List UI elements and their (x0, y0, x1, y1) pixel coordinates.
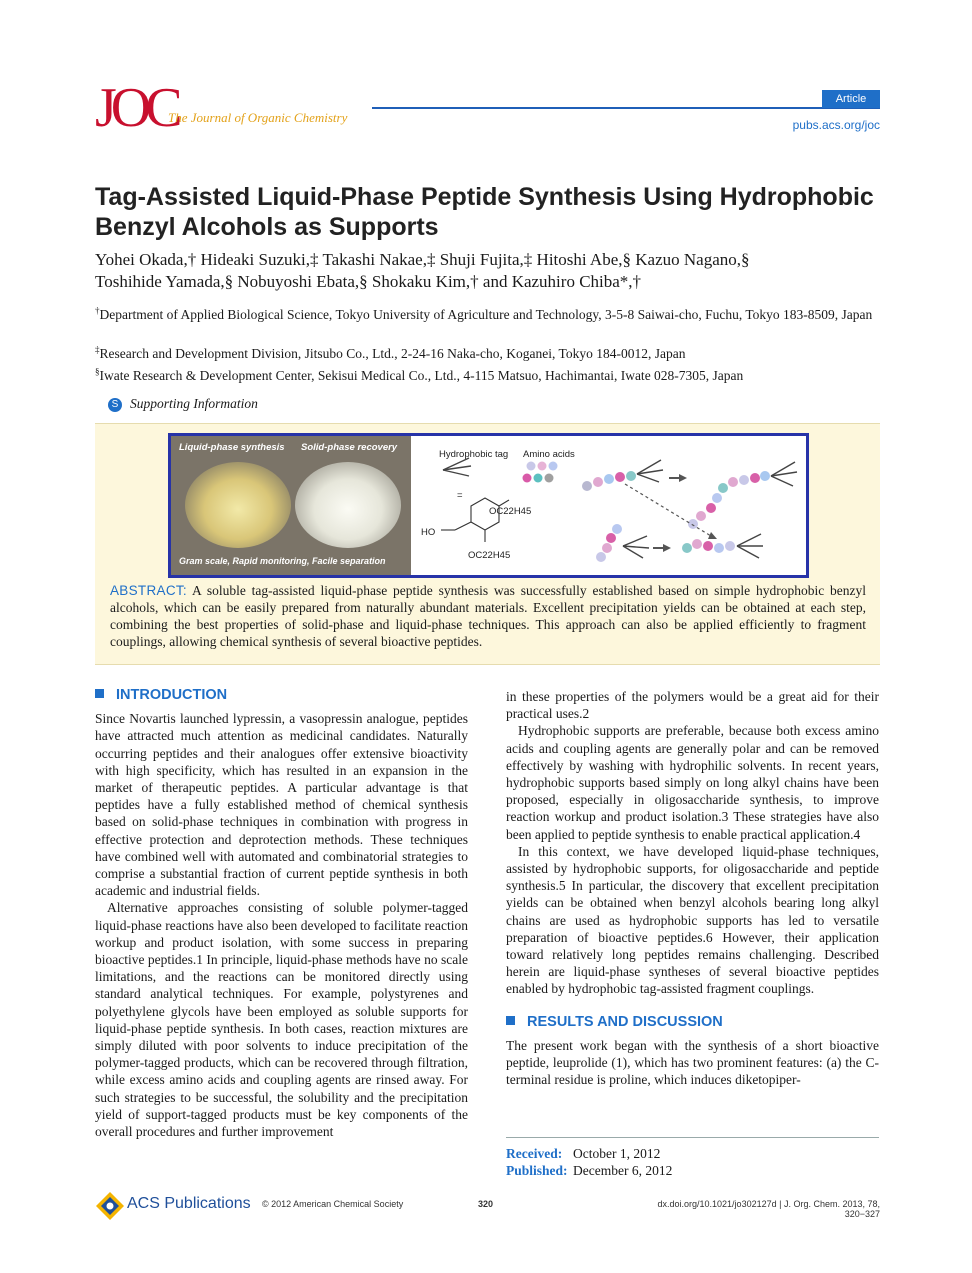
author-line-2: Toshihide Yamada,§ Nobuyoshi Ebata,§ Shokaku Kim,† and Kazuhiro Chiba*,† (95, 272, 642, 291)
supporting-information-link[interactable] (108, 396, 258, 412)
hydrophobic-tag-icon (443, 458, 471, 476)
acs-publications-logo: ACS Publications (127, 1195, 251, 1212)
peptide-fragment-right (682, 539, 735, 553)
right-paragraph-2: In this context, we have developed liquid-phase techniques, assisted by hydrophobic supports, for oligosaccharide and peptide synthesis.5 In particular, the discovery that excellent precipitation yields can be obtained when benzyl alcohols bearing long alkyl chains are used as hydrophobic supports has led to versatile preparation of bioactive peptides.6 However, their application toward relatively long peptides remains challenging. Described herein are liquid-phase syntheses of several bioactive peptides enabled by hydrophobic tag-assisted fragment couplings. (506, 843, 879, 997)
supporting-info-label: Supporting Information (130, 396, 258, 411)
toc-caption-bottom: Gram scale, Rapid monitoring, Facile separation (179, 556, 386, 566)
publication-dates (506, 1137, 879, 1179)
author-line-1: Yohei Okada,† Hideaki Suzuki,‡ Takashi Nakae,‡ Shuji Fujita,‡ Hitoshi Abe,§ Kazuo Nagano,§ (95, 250, 750, 269)
affiliation-text: Iwate Research & Development Center, Sekisui Medical Co., Ltd., 4-115 Matsuo, Hachimantai, Iwate 028-7305, Japan (99, 368, 744, 383)
section-square-icon (95, 689, 104, 698)
abstract-label: ABSTRACT: (110, 583, 187, 598)
page-number: 320 (478, 1199, 494, 1209)
tag-icon-chain-2 (771, 462, 797, 486)
author-list (95, 249, 885, 293)
affiliation-3 (95, 367, 885, 384)
journal-logo: JOC (95, 77, 177, 139)
affiliation-mark: † (95, 305, 100, 316)
toc-graphic (168, 433, 809, 578)
equals-label: = (457, 490, 463, 501)
copyright-text: © 2012 American Chemical Society (262, 1199, 404, 1209)
benzyl-alcohol-structure (441, 498, 509, 542)
hydrophobic-tag-label: Hydrophobic tag (439, 449, 509, 460)
toc-caption-liquid: Liquid-phase synthesis (179, 442, 285, 453)
abstract-text: A soluble tag-assisted liquid-phase peptide synthesis was successfully established based on simple hydrophobic benzyl alcohols, which can be easily prepared from naturally abundant materials. Excellent precipitation yields can be obtained at each step, combining the best properties of solid-phase and liquid-phase techniques. This approach can also be applied efficiently to fragment couplings, allowing chemical synthesis of several bioactive peptides. (110, 583, 866, 649)
toc-photo-panel (171, 436, 411, 575)
received-row: Received: October 1, 2012 (506, 1146, 661, 1161)
solid-flask-image (295, 462, 401, 548)
toc-scheme-drawing (411, 436, 803, 569)
abstract-paragraph (110, 582, 866, 650)
amino-acids-label: Amino acids (523, 449, 575, 460)
affiliation-2 (95, 345, 885, 362)
intro-paragraph-2: Alternative approaches consisting of soluble polymer-tagged liquid-phase reactions have also been developed to facilitate reaction workup and product isolation, with some success in preparing bioactive peptides.1 In principle, liquid-phase methods have no scale limitations, and the reactions can be monitored directly using standard analytical techniques. For example, polystyrenes and polyethylene glycols have been employed as soluble supports for liquid-phase peptide synthesis. In both cases, reaction mixtures are simply diluted with poor solvents to induce precipitation of the polymer-tagged products, which can be recovered through filtration, while excess amino acids and coupling agents are rinsed away. For such strategies to be successful, the solubility and the precipitation yield of support-tagged products must be key components of the overall procedures and further improvement (95, 900, 468, 1140)
results-heading: RESULTS AND DISCUSSION (506, 1014, 879, 1031)
peptide-chain-1 (582, 471, 636, 491)
alkoxy-label-2: OC22H45 (468, 550, 511, 561)
section-square-icon (506, 1016, 515, 1025)
article-title: Tag-Assisted Liquid-Phase Peptide Synthesis Using Hydrophobic Benzyl Alcohols as Supports (95, 183, 874, 241)
tag-icon-chain-1 (637, 460, 663, 482)
right-paragraph-1: Hydrophobic supports are preferable, because both excess amino acids and coupling agents are generally polar and can be removed effectively by washing with hydrophilic solvents. In recent years, hydrophobic supports based simply on long alkyl chains have been proposed, especially in oligosaccharide synthesis, to improve reaction workup and product isolation.3 These strategies have also been applied to peptide synthesis to enable practical application.4 (506, 723, 879, 842)
published-row: Published: December 6, 2012 (506, 1163, 673, 1178)
intro-paragraph-1: Since Novartis launched lypressin, a vasopressin analogue, peptides have attracted much attention as medicinal candidates. Naturally occurring peptides and their analogues offer extensive bioactivity with high specificity, which has resulted in an expansion in the market of therapeutic peptides. A particular advantage is that peptides have a fully established method of chemical synthesis based on solid-phase techniques in combination with progress in effective protection and deprotection methods. These techniques have combined well with automated and combinatorial strategies to comprise a substantial fraction of current peptide synthesis in both academic and industrial fields. (95, 711, 468, 899)
alkoxy-label-1: OC22H45 (489, 506, 532, 517)
toc-caption-solid: Solid-phase recovery (301, 442, 398, 453)
article-type-badge: Article (822, 90, 880, 108)
amino-acid-beads (523, 462, 558, 483)
hydroxyl-label: HO (421, 527, 436, 538)
header-rule (372, 107, 880, 109)
peptide-fragment-left (596, 524, 622, 562)
right-paragraph-0: in these properties of the polymers would be a great aid for their practical uses.2 (506, 689, 879, 722)
affiliation-text: Department of Applied Biological Science, Tokyo University of Agriculture and Technology, 3-5-8 Saiwai-cho, Fuchu, Tokyo 183-8509, Japan (99, 307, 873, 322)
liquid-flask-image (185, 462, 291, 548)
results-paragraph-1: The present work began with the synthesis of a short bioactive peptide, leuprolide (1), which has two prominent features: (a) the C-terminal residue is proline, which induces diketopiper- (506, 1037, 879, 1088)
affiliation-mark: ‡ (95, 344, 100, 355)
right-column (506, 688, 879, 1088)
journal-name: The Journal of Organic Chemistry (168, 110, 348, 125)
tag-icon-fragment-right (737, 534, 763, 558)
citation-text: dx.doi.org/10.1021/jo302127d | J. Org. Chem. 2013, 78, 320−327 (657, 1199, 880, 1219)
affiliation-text: Research and Development Division, Jitsubo Co., Ltd., 2-24-16 Naka-cho, Koganei, Tokyo 184-0012, Japan (99, 346, 686, 361)
tag-icon-fragment-left (623, 536, 649, 558)
journal-site-link[interactable]: pubs.acs.org/joc (792, 118, 880, 132)
left-column (95, 687, 468, 1140)
affiliation-mark: § (95, 366, 100, 377)
affiliation-1 (95, 306, 885, 323)
peptide-chain-2 (688, 471, 770, 529)
acs-logo-icon (95, 1191, 125, 1221)
supporting-info-icon: S (108, 398, 122, 412)
introduction-heading: INTRODUCTION (95, 687, 468, 704)
coupling-arrow (625, 484, 711, 536)
